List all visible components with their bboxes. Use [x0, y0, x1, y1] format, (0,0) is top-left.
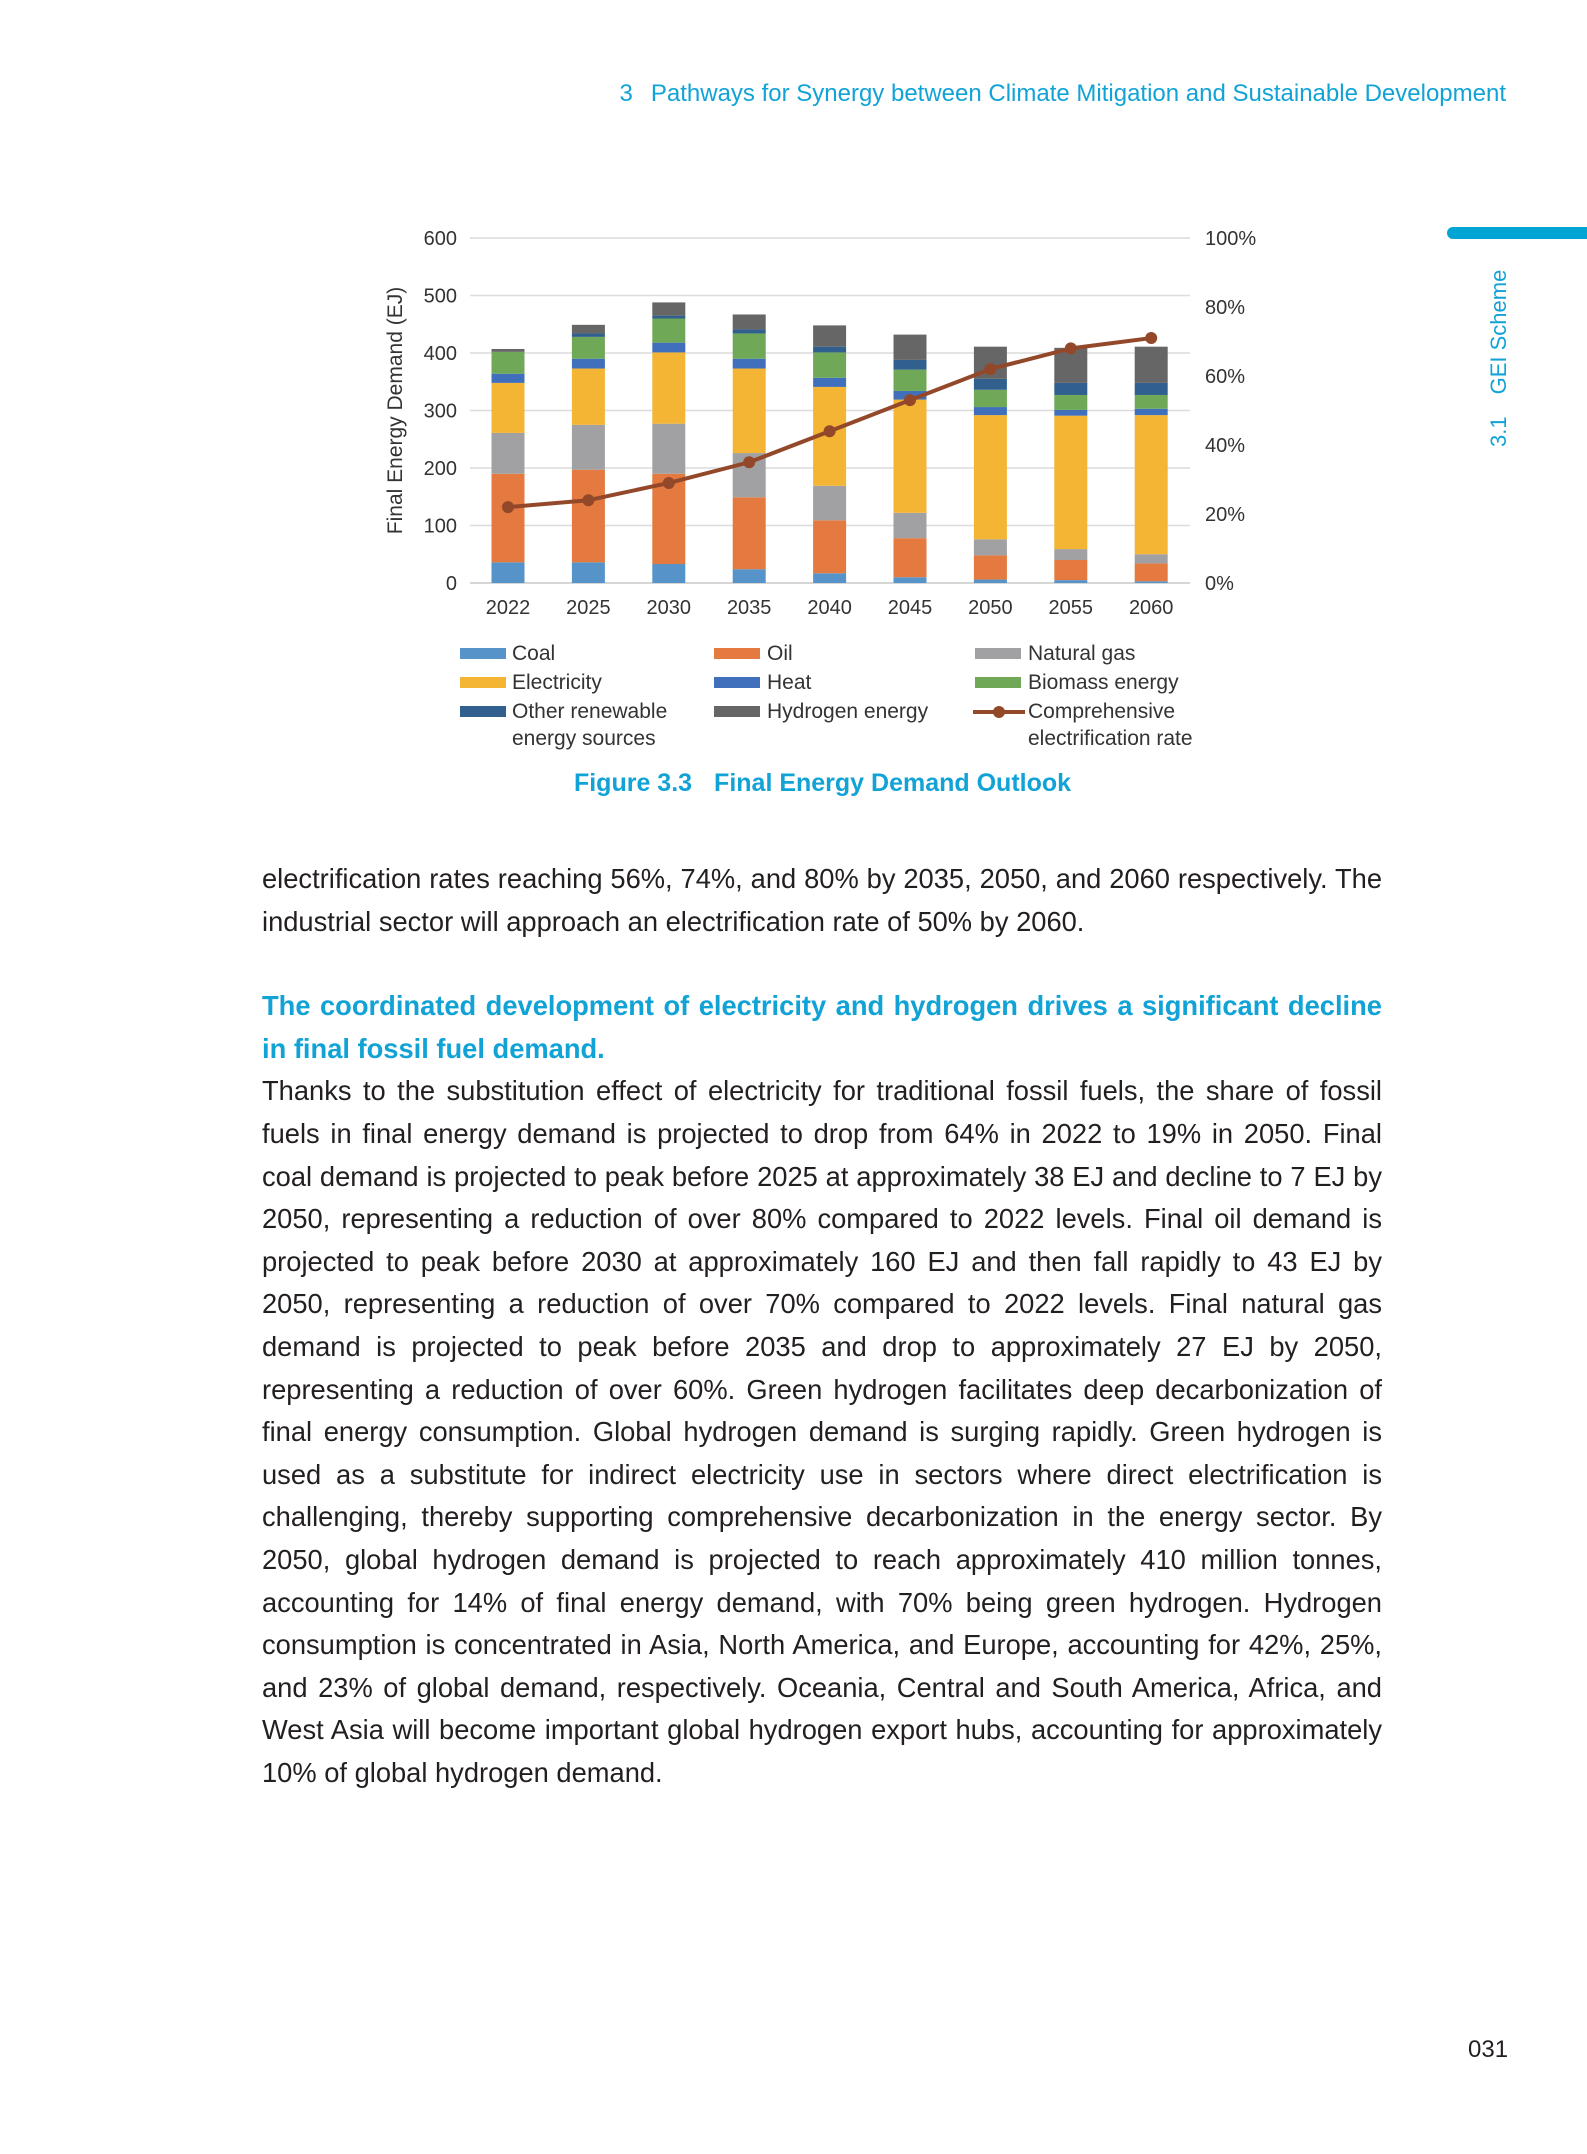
legend-swatch-natural-gas: [975, 648, 1021, 659]
y2-tick-label: 20%: [1205, 504, 1246, 526]
bar-segment-biomass-energy: [652, 319, 685, 343]
electrification-rate-point: [904, 394, 916, 406]
electrification-rate-point: [1145, 332, 1157, 344]
section-number: 3.1: [1486, 416, 1511, 447]
chapter-number: 3: [619, 80, 633, 107]
bar-segment-biomass-energy: [733, 333, 766, 358]
section-tab-marker: [1447, 227, 1587, 239]
bar-segment-other-renewable-energy-sources: [974, 379, 1007, 390]
bar-segment-natural-gas: [813, 486, 846, 521]
y-tick-label: 200: [423, 458, 457, 480]
running-header: [620, 80, 1507, 108]
electrification-rate-point: [1065, 342, 1077, 354]
y-tick-label: 0: [445, 573, 457, 595]
legend-swatch-coal: [460, 648, 506, 659]
x-tick-label: 2050: [968, 597, 1013, 619]
bar-segment-oil: [813, 520, 846, 573]
final-energy-demand-chart: [370, 215, 1260, 625]
electrification-rate-point: [824, 425, 836, 437]
bar-segment-other-renewable-energy-sources: [572, 333, 605, 336]
bar-segment-heat: [974, 407, 1007, 415]
bar-segment-electricity: [492, 383, 525, 433]
figure-caption: [0, 769, 1587, 798]
section-side-label: [1486, 270, 1512, 447]
bar-segment-other-renewable-energy-sources: [1054, 383, 1087, 395]
x-tick-label: 2040: [807, 597, 852, 619]
bar-segment-electricity: [1054, 416, 1087, 549]
bar-segment-coal: [652, 564, 685, 583]
bar-segment-coal: [813, 573, 846, 583]
bar-segment-biomass-energy: [974, 390, 1007, 407]
electrification-rate-point: [502, 501, 514, 513]
y-tick-label: 600: [423, 228, 457, 250]
bar-segment-heat: [813, 378, 846, 387]
bar-segment-natural-gas: [1054, 549, 1087, 560]
bar-segment-heat: [572, 359, 605, 369]
bar-segment-electricity: [652, 352, 685, 423]
paragraph-lead: The coordinated development of electricity and hydrogen drives a significant decline in final fossil fuel demand.: [262, 990, 1382, 1064]
y2-tick-label: 40%: [1205, 435, 1246, 457]
bar-segment-coal: [894, 577, 927, 583]
figure-title: Final Energy Demand Outlook: [714, 769, 1072, 797]
legend-label-line: energy sources: [512, 727, 656, 750]
paragraph: electrification rates reaching 56%, 74%, and 80% by 2035, 2050, and 2060 respectively. The industrial sector will approach an electrification rate of 50% by 2060.: [262, 863, 1382, 937]
y2-tick-label: 100%: [1205, 228, 1257, 250]
bar-segment-biomass-energy: [572, 337, 605, 359]
bar-segment-coal: [492, 562, 525, 583]
y2-tick-label: 80%: [1205, 297, 1246, 319]
bar-segment-biomass-energy: [813, 352, 846, 377]
bar-segment-heat: [1135, 409, 1168, 415]
legend-swatch-heat: [714, 677, 760, 688]
bar-segment-coal: [974, 580, 1007, 583]
bar-segment-heat: [652, 343, 685, 353]
paragraph-text: Thanks to the substitution effect of electricity for traditional fossil fuels, the share of fossil fuels in final energy demand is projected to drop from 64% in 2022 to 19% in 2050. Final coal demand is projected to peak before 2025 at approximately 38 EJ and decline to 7 EJ by 2050, representing a reduction of over 80% compared to 2022 levels. Final oil demand is projected to peak before 2030 at approximately 160 EJ and then fall rapidly to 43 EJ by 2050, representing a reduction of over 70% compared to 2022 levels. Final natural gas demand is projected to peak before 2035 and drop to approximately 27 EJ by 2050, representing a reduction of over 60%. Green hydrogen facilitates deep decarbonization of final energy consumption. Global hydrogen demand is surging rapidly. Green hydrogen is used as a substitute for indirect electricity use in sectors where direct electrification is challenging, thereby supporting comprehensive decarbonization in the energy sector. By 2050, global hydrogen demand is projected to reach approximately 410 million tonnes, accounting for 14% of final energy demand, with 70% being green hydrogen. Hydrogen consumption is concentrated in Asia, North America, and Europe, accounting for 42%, 25%, and 23% of global demand, respectively. Oceania, Central and South America, Africa, and West Asia will become important global hydrogen export hubs, accounting for approximately 10% of global hydrogen demand.: [262, 1075, 1382, 1788]
legend-label-electrification-rate: [1028, 698, 1193, 752]
bar-segment-oil: [492, 474, 525, 563]
bar-segment-oil: [974, 555, 1007, 579]
bar-segment-coal: [1054, 580, 1087, 583]
bar-segment-electricity: [974, 415, 1007, 539]
page-number: 031: [1468, 2036, 1509, 2063]
bar-segment-natural-gas: [974, 539, 1007, 555]
bar-segment-oil: [1054, 560, 1087, 580]
bar-segment-other-renewable-energy-sources: [1135, 383, 1168, 395]
bar-segment-natural-gas: [652, 424, 685, 474]
y2-tick-label: 60%: [1205, 366, 1246, 388]
bar-segment-biomass-energy: [1054, 395, 1087, 410]
x-tick-label: 2035: [726, 597, 772, 619]
legend-label-electricity: Electricity: [512, 671, 602, 694]
legend-swatch-hydrogen: [714, 706, 760, 717]
electrification-rate-point: [984, 363, 996, 375]
bar-segment-natural-gas: [572, 425, 605, 470]
bar-segment-biomass-energy: [894, 370, 927, 391]
x-tick-label: 2022: [485, 597, 531, 619]
legend-label-natural-gas: Natural gas: [1028, 642, 1136, 665]
electrification-rate-point: [582, 494, 594, 506]
legend-label-hydrogen: Hydrogen energy: [767, 700, 929, 723]
legend-swatch-oil: [714, 648, 760, 659]
legend-swatch-other-renewable: [460, 706, 506, 717]
bar-segment-electricity: [894, 400, 927, 513]
bar-segment-biomass-energy: [492, 352, 525, 374]
bar-segment-natural-gas: [492, 433, 525, 474]
bar-segment-other-renewable-energy-sources: [813, 347, 846, 353]
bar-segment-oil: [1135, 563, 1168, 581]
y-tick-label: 300: [423, 400, 457, 423]
legend-label-other-renewable: [512, 698, 667, 752]
bar-segment-hydrogen-energy: [1135, 347, 1168, 383]
bar-segment-hydrogen-energy: [894, 335, 927, 360]
bar-segment-electricity: [733, 369, 766, 454]
y2-tick-label: 0%: [1205, 573, 1234, 595]
x-tick-label: 2030: [646, 597, 692, 619]
x-tick-label: 2055: [1048, 597, 1094, 619]
legend-label-oil: Oil: [767, 642, 793, 665]
legend-label-heat: Heat: [767, 671, 812, 694]
y-tick-label: 500: [423, 285, 457, 308]
x-tick-label: 2045: [887, 597, 933, 619]
legend-label-coal: Coal: [512, 642, 556, 665]
bar-segment-coal: [733, 569, 766, 583]
y-axis-title: Final Energy Demand (EJ): [384, 286, 407, 535]
legend-label-biomass: Biomass energy: [1028, 671, 1179, 694]
body-text: [262, 858, 1382, 1836]
legend-label-line: electrification rate: [1028, 727, 1193, 750]
bar-segment-biomass-energy: [1135, 395, 1168, 409]
bar-segment-hydrogen-energy: [652, 302, 685, 315]
bar-segment-natural-gas: [894, 513, 927, 538]
bar-segment-heat: [492, 374, 525, 383]
bar-segment-natural-gas: [1135, 554, 1168, 563]
x-tick-label: 2025: [566, 597, 611, 619]
chapter-title: Pathways for Synergy between Climate Mitigation and Sustainable Development: [650, 80, 1506, 107]
bar-segment-hydrogen-energy: [492, 349, 525, 352]
y-tick-label: 400: [423, 343, 457, 365]
section-title: GEI Scheme: [1486, 269, 1511, 395]
bar-segment-electricity: [572, 369, 605, 425]
legend-label-line: Other renewable: [512, 700, 668, 723]
bar-segment-other-renewable-energy-sources: [652, 316, 685, 319]
electrification-rate-point: [663, 477, 675, 489]
bar-segment-hydrogen-energy: [813, 325, 846, 346]
bar-segment-other-renewable-energy-sources: [733, 329, 766, 333]
bar-segment-heat: [733, 359, 766, 369]
bar-segment-hydrogen-energy: [572, 325, 605, 334]
bar-segment-oil: [572, 470, 605, 563]
legend-label-line: Comprehensive: [1028, 700, 1176, 723]
bar-segment-heat: [1054, 410, 1087, 416]
y-tick-label: 100: [423, 515, 457, 538]
figure-number: Figure 3.3: [573, 769, 693, 797]
bar-segment-oil: [894, 538, 927, 577]
legend-swatch-biomass: [975, 677, 1021, 688]
bar-segment-hydrogen-energy: [733, 314, 766, 329]
legend-swatch-electricity: [460, 677, 506, 688]
bar-segment-other-renewable-energy-sources: [894, 360, 927, 370]
bar-segment-electricity: [1135, 415, 1168, 554]
electrification-rate-point: [743, 456, 755, 468]
x-tick-label: 2060: [1128, 597, 1174, 619]
bar-segment-oil: [733, 497, 766, 569]
paragraph: [262, 985, 1382, 1794]
bar-segment-coal: [1135, 581, 1168, 583]
bar-segment-coal: [572, 562, 605, 583]
legend-swatch-electrification-line: [973, 702, 1025, 722]
